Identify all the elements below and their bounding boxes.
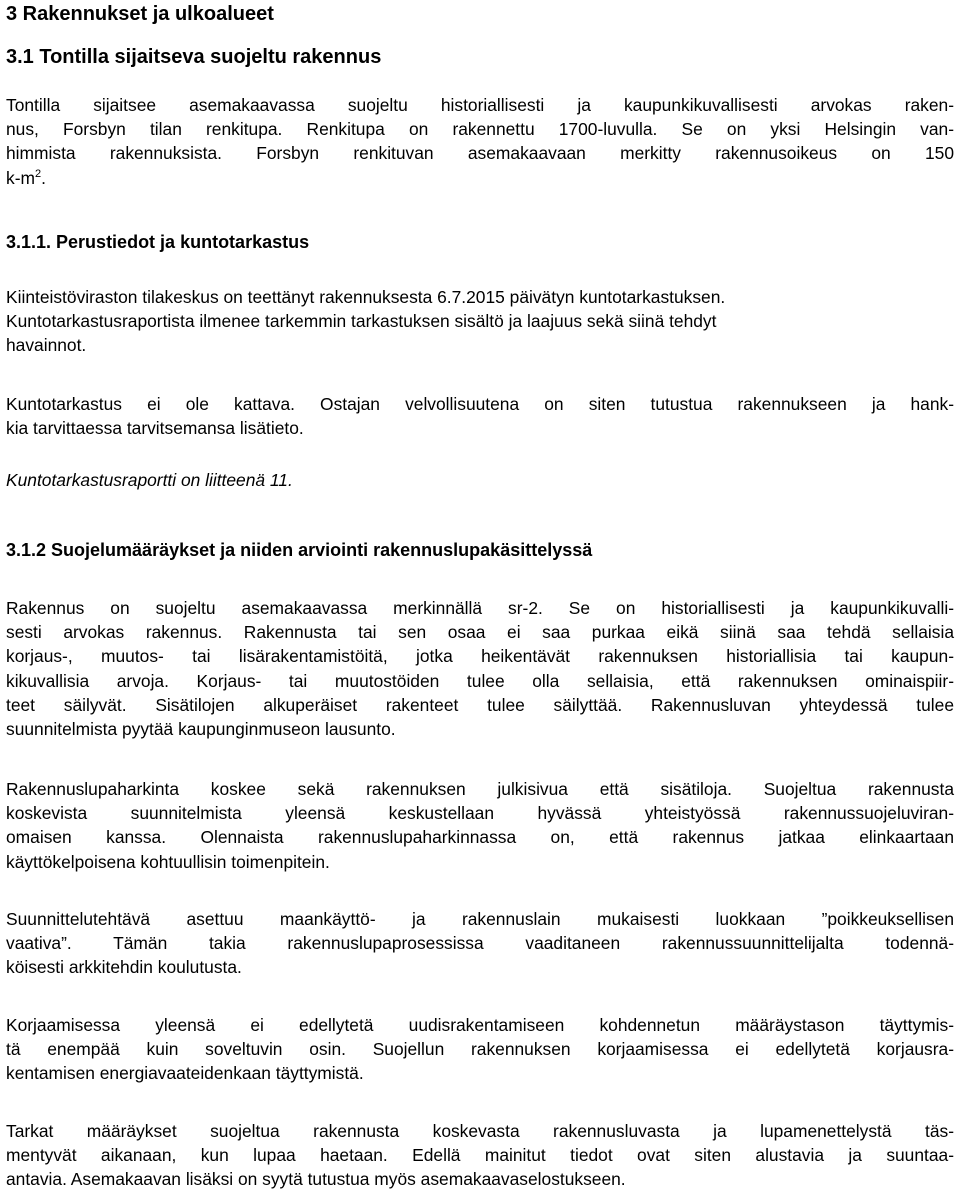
paragraph-line: Rakennuslupaharkinta koskee sekä rakennuksen julkisivua että sisätiloja. Suojeltua rakennusta [6, 779, 954, 799]
paragraph-line: Kuntotarkastus ei ole kattava. Ostajan velvollisuutena on siten tutustua rakennukseen ja hank- [6, 394, 954, 414]
protection-paragraph-1 [6, 596, 954, 741]
paragraph-line: sesti arvokas rakennus. Rakennusta tai sen osaa ei saa purkaa eikä siinä saa tehdä sellaisia [6, 622, 954, 643]
paragraph-line: Rakennus on suojeltu asemakaavassa merkinnällä sr-2. Se on historiallisesti ja kaupunkikuvalli- [6, 598, 954, 618]
paragraph-line: teet säilyvät. Sisätilojen alkuperäiset rakenteet tulee säilyttää. Rakennusluvan yhteydessä tulee [6, 694, 954, 715]
unit-text: k-m [6, 167, 35, 188]
subsection-heading-312: 3.1.2 Suojelumääräykset ja niiden arviointi rakennuslupakäsittelyssä [6, 540, 593, 560]
paragraph-line: Suunnittelutehtävä asettuu maankäyttö- ja rakennuslain mukaisesti luokkaan ”poikkeuksellisen [6, 909, 954, 929]
period-text: . [41, 167, 46, 188]
intro-line: Tontilla sijaitsee asemakaavassa suojeltu historiallisesti ja kaupunkikuvallisesti arvokas raken- [6, 95, 954, 115]
paragraph-line: omaisen kanssa. Olennaista rakennuslupaharkinnassa on, että rakennus jatkaa elinkaartaan [6, 827, 954, 848]
paragraph-line: antavia. Asemakaavan lisäksi on syytä tutustua myös asemakaavaselostukseen. [6, 1169, 626, 1190]
protection-paragraph-3 [6, 907, 954, 980]
paragraph-line: tä enempää kuin soveltuvin osin. Suojellun rakennuksen korjaamisessa ei edellytetä korjausra- [6, 1039, 954, 1060]
intro-line: nus, Forsbyn tilan renkitupa. Renkitupa on rakennettu 1700-luvulla. Se on yksi Helsingin van- [6, 119, 954, 140]
intro-paragraph [6, 93, 954, 190]
paragraph-line: Kuntotarkastusraportista ilmenee tarkemmin tarkastuksen sisältö ja laajuus sekä siinä tehdyt [6, 311, 717, 332]
subsection-heading-311: 3.1.1. Perustiedot ja kuntotarkastus [6, 232, 310, 252]
unit-superscript: 2 [34, 167, 42, 180]
protection-paragraph-5 [6, 1119, 954, 1192]
chapter-heading: 3 Rakennukset ja ulkoalueet [6, 3, 274, 25]
paragraph-line: kikuvallisia arvoja. Korjaus- tai muutostöiden tulee olla sellaisia, että rakennuksen ominaispiir- [6, 670, 954, 691]
paragraph-line: havainnot. [6, 335, 87, 356]
intro-last-line [6, 166, 954, 190]
paragraph-line: köisesti arkkitehdin koulutusta. [6, 957, 242, 978]
basics-paragraph-2 [6, 392, 954, 440]
protection-paragraph-2 [6, 777, 954, 874]
paragraph-line: mentyvät aikanaan, kun lupaa haetaan. Edellä mainitut tiedot ovat siten alustavia ja suuntaa- [6, 1145, 954, 1166]
paragraph-line: kia tarvittaessa tarvitsemansa lisätieto. [6, 418, 304, 439]
paragraph-line: kentamisen energiavaateidenkaan täyttymistä. [6, 1063, 364, 1084]
paragraph-line: vaativa”. Tämän takia rakennuslupaprosessissa vaaditaneen rakennussuunnittelijalta todennä- [6, 933, 954, 954]
paragraph-line: Tarkat määräykset suojeltua rakennusta koskevasta rakennusluvasta ja lupamenettelystä täs- [6, 1121, 954, 1141]
paragraph-line: suunnitelmista pyytää kaupunginmuseon lausunto. [6, 719, 396, 740]
paragraph-line: Kiinteistöviraston tilakeskus on teettänyt rakennuksesta 6.7.2015 päivätyn kuntotarkastuksen. [6, 287, 726, 307]
paragraph-line: Korjaamisessa yleensä ei edellytetä uudisrakentamiseen kohdennetun määräystason täyttymis- [6, 1015, 954, 1035]
section-heading: 3.1 Tontilla sijaitseva suojeltu rakennus [6, 46, 382, 68]
attachment-note [6, 468, 954, 492]
paragraph-line: korjaus-, muutos- tai lisärakentamistöitä, jotka heikentävät rakennuksen historiallisia tai kaupun- [6, 646, 954, 667]
paragraph-line: käyttökelpoisena kohtuullisin toimenpitein. [6, 851, 330, 872]
protection-paragraph-4 [6, 1013, 954, 1086]
attachment-note-text: Kuntotarkastusraportti on liitteenä 11. [6, 470, 293, 490]
intro-line: himmista rakennuksista. Forsbyn renkituvan asemakaavaan merkitty rakennusoikeus on 150 [6, 143, 954, 164]
basics-paragraph-1 [6, 285, 954, 358]
paragraph-line: koskevista suunnitelmista yleensä keskustellaan hyvässä yhteistyössä rakennussuojeluviran- [6, 803, 954, 824]
